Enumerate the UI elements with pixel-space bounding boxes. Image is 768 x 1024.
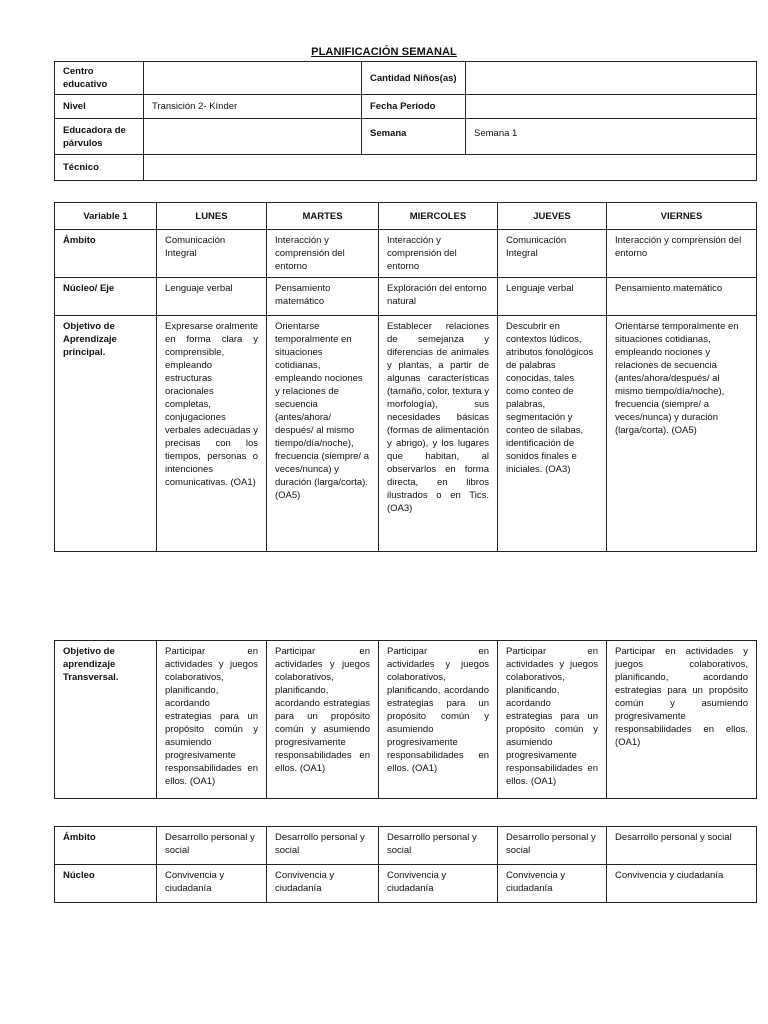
cantidad-value[interactable] [466,62,757,95]
info-row-nivel [55,95,757,119]
tecnico-value[interactable] [144,155,757,181]
ambito2-cell[interactable]: Desarrollo personal y social [157,827,267,865]
ambito-cell[interactable]: Interacción y comprensión del entorno [607,230,757,278]
tecnico-label: Técnico [55,155,144,181]
nivel-value[interactable]: Transición 2- Kínder [144,95,362,119]
objetivo-cell[interactable]: Orientarse temporalmente en situaciones cotidianas, empleando nociones y relaciones de secuencia (antes/ahora/después/ al mismo tiempo/día/noche), frecuencia (siempre/ a veces/nunca) y duración (larga/corta). (OA5) [607,316,757,552]
ambito-cell[interactable]: Comunicación Integral [157,230,267,278]
weekly-plan-table [54,202,757,552]
nucleo2-label: Núcleo [55,865,157,903]
fecha-value[interactable] [466,95,757,119]
info-table [54,61,757,181]
educadora-label: Educadora de párvulos [55,119,144,155]
nucleo2-cell[interactable]: Convivencia y ciudadanía [157,865,267,903]
nucleo2-cell[interactable]: Convivencia y ciudadanía [607,865,757,903]
header-variable: Variable 1 [55,203,157,230]
nucleo-cell[interactable]: Lenguaje verbal [498,278,607,316]
header-jueves: JUEVES [498,203,607,230]
educadora-value[interactable] [144,119,362,155]
ambito-cell[interactable]: Interacción y comprensión del entorno [267,230,379,278]
nucleo2-cell[interactable]: Convivencia y ciudadanía [267,865,379,903]
ambito2-cell[interactable]: Desarrollo personal y social [379,827,498,865]
transversal-cell[interactable]: Participar en actividades y juegos colaborativos, planificando, acordando estrategias para un propósito común y asumiendo progresivamente responsabilidades en ellos. (OA1) [498,641,607,799]
ambito2-label: Ámbito [55,827,157,865]
semana-value[interactable]: Semana 1 [466,119,757,155]
ambito2-cell[interactable]: Desarrollo personal y social [607,827,757,865]
header-miercoles: MIERCOLES [379,203,498,230]
ambito-label: Ámbito [55,230,157,278]
transversal-cell[interactable]: Participar en actividades y juegos colaborativos, planificando, acordando estrategias para un propósito común y asumiendo progresivamente responsabilidades en ellos. (OA1) [267,641,379,799]
nucleo-cell[interactable]: Exploración del entorno natural [379,278,498,316]
cantidad-label: Cantidad Niños(as) [362,62,466,95]
ambito2-cell[interactable]: Desarrollo personal y social [267,827,379,865]
header-viernes: VIERNES [607,203,757,230]
objetivo-cell[interactable]: Descubrir en contextos lúdicos, atributos fonológicos de palabras conocidas, tales como conteo de palabras, segmentación y conteo de sílabas, identificación de sonidos finales e iniciales. (OA3) [498,316,607,552]
ambito-cell[interactable]: Interacción y comprensión del entorno [379,230,498,278]
objetivo-principal-row [55,316,757,552]
ambito-cell[interactable]: Comunicación Integral [498,230,607,278]
transversal-label: Objetivo de aprendizaje Transversal. [55,641,157,799]
objetivo-cell[interactable]: Establecer relaciones de semejanza y diferencias de animales y plantas, a partir de algunas características (tamaño, color, textura y morfología), sus necesidades básicas (formas de alimentación y abrigo), y los lugares que habitan, al observarlos en forma directa, en libros ilustrados o en Tics. (OA3) [379,316,498,552]
header-lunes: LUNES [157,203,267,230]
objetivo-cell[interactable]: Expresarse oralmente en forma clara y comprensible, empleando estructuras oracionales completas, conjugaciones verbales adecuadas y precisas con los tiempos, personas o intenciones comunicativas. (OA1) [157,316,267,552]
nucleo-label: Núcleo/ Eje [55,278,157,316]
centro-value[interactable] [144,62,362,95]
info-row-centro [55,62,757,95]
transversal-cell[interactable]: Participar en actividades y juegos colaborativos, planificando, acordando estrategias para un propósito común y asumiendo progresivamente responsabilidades en ellos. (OA1) [157,641,267,799]
page-title: PLANIFICACIÓN SEMANAL [311,46,457,58]
nucleo-cell[interactable]: Pensamiento matemático [607,278,757,316]
fecha-label: Fecha Período [362,95,466,119]
weekday-header-row [55,203,757,230]
transversal-cell[interactable]: Participar en actividades y juegos colaborativos, planificando, acordando estrategias para un propósito común y asumiendo progresivamente responsabilidades en ellos. (OA1) [607,641,757,799]
transversal-table [54,640,757,799]
nucleo-cell[interactable]: Pensamiento matemático [267,278,379,316]
objetivo-cell[interactable]: Orientarse temporalmente en situaciones cotidianas, empleando nociones y relaciones de secuencia (antes/ahora/ después/ al mismo tiempo/día/noche), frecuencia (siempre/ a veces/nunca) y duración (larga/corta). (OA5) [267,316,379,552]
transversal-cell[interactable]: Participar en actividades y juegos colaborativos, planificando, acordando estrategias para un propósito común y asumiendo progresivamente responsabilidades en ellos. (OA1) [379,641,498,799]
transversal-row [55,641,757,799]
nucleo2-row [55,865,757,903]
centro-label: Centro educativo [55,62,144,95]
nucleo2-cell[interactable]: Convivencia y ciudadanía [379,865,498,903]
ambito-nucleo-table [54,826,757,903]
objetivo-principal-label: Objetivo de Aprendizaje principal. [55,316,157,552]
ambito2-row [55,827,757,865]
ambito-row [55,230,757,278]
nucleo-cell[interactable]: Lenguaje verbal [157,278,267,316]
header-martes: MARTES [267,203,379,230]
semana-label: Semana [362,119,466,155]
ambito2-cell[interactable]: Desarrollo personal y social [498,827,607,865]
nucleo2-cell[interactable]: Convivencia y ciudadanía [498,865,607,903]
info-row-tecnico [55,155,757,181]
nucleo-row [55,278,757,316]
nivel-label: Nivel [55,95,144,119]
info-row-educadora [55,119,757,155]
